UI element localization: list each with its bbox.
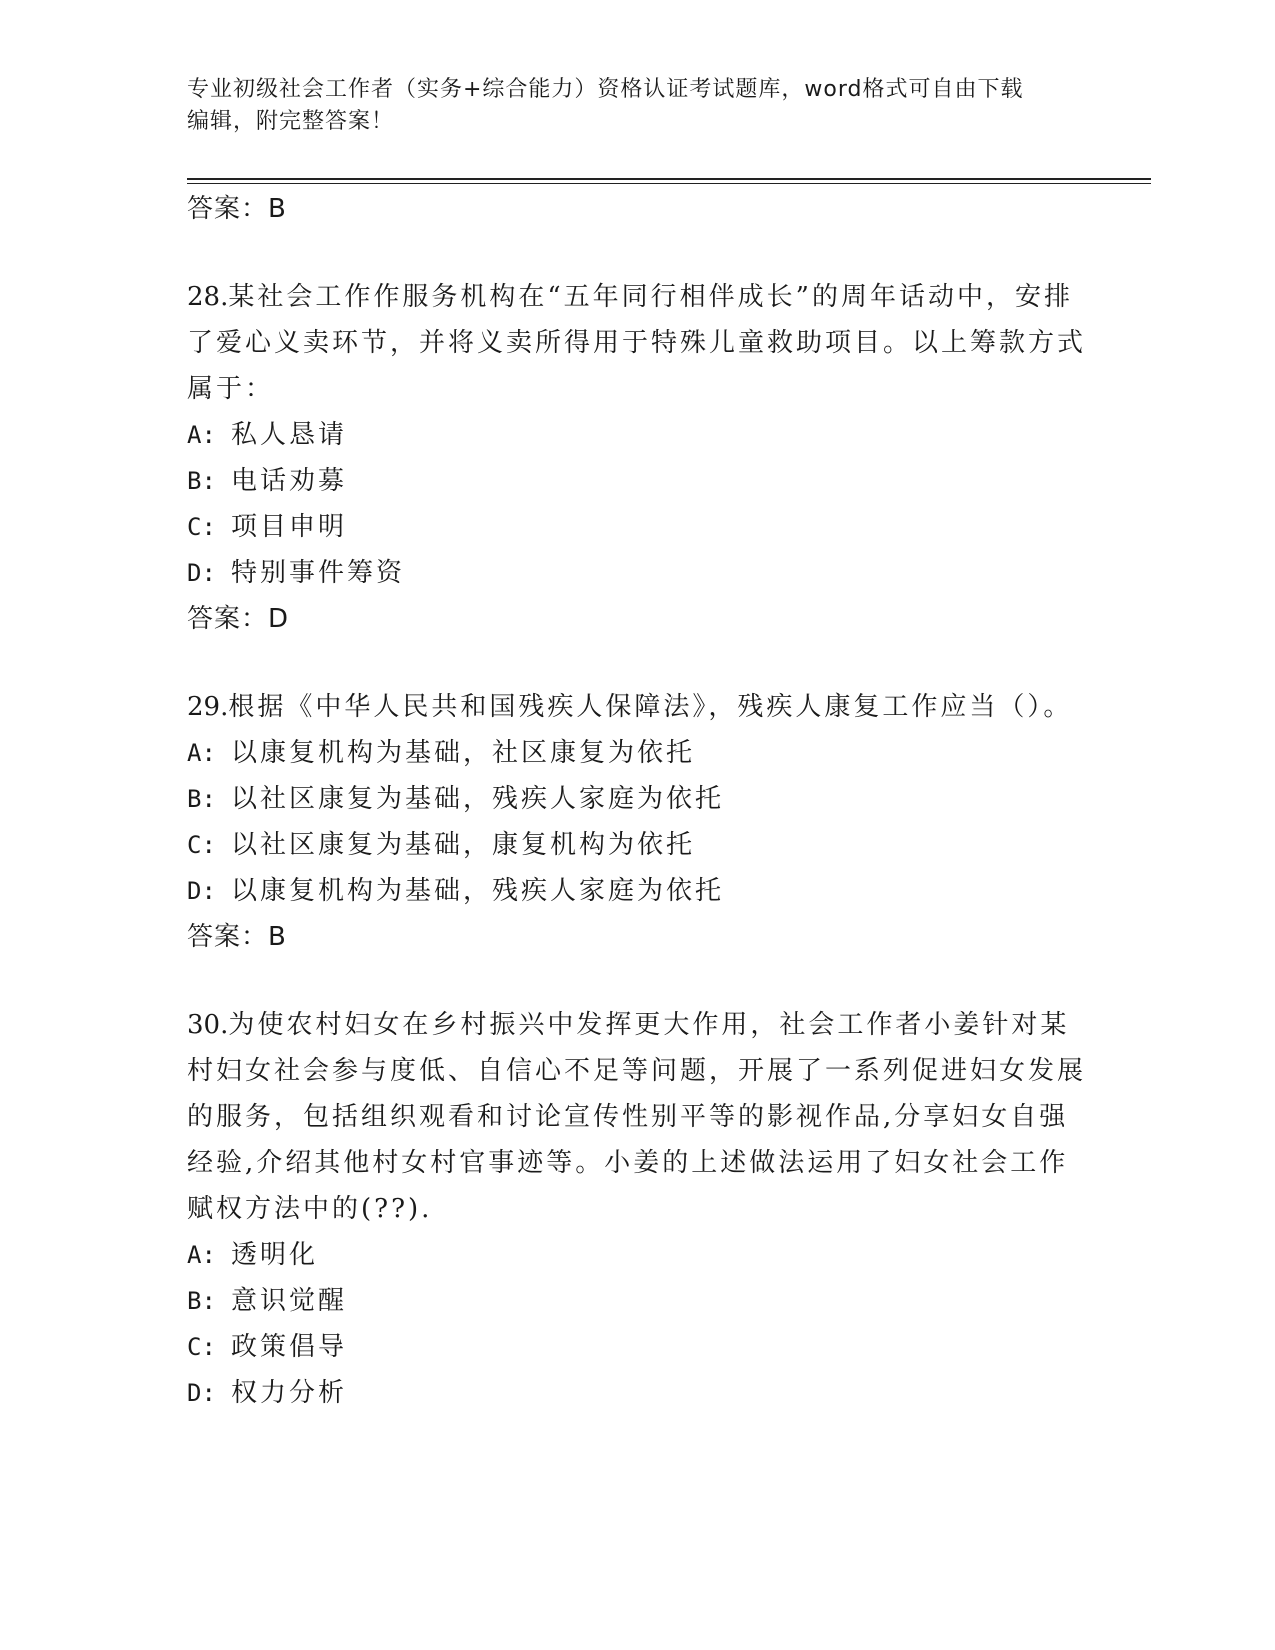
option-letter: C: xyxy=(187,831,216,859)
option-text: 透明化 xyxy=(231,1240,319,1270)
option-text: 电话劝募 xyxy=(231,466,348,496)
answer-29: 答案：B xyxy=(187,922,287,952)
option-b xyxy=(187,1278,1087,1324)
header-line-2: 编辑，附完整答案！ xyxy=(187,109,395,134)
option-letter: D: xyxy=(187,559,216,587)
question-text xyxy=(187,274,1087,412)
option-b xyxy=(187,776,1087,822)
option-letter: B: xyxy=(187,785,216,813)
option-d xyxy=(187,868,1087,914)
answer-28: 答案：D xyxy=(187,604,290,634)
question-number: 28. xyxy=(187,282,229,312)
question-body: 根据《中华人民共和国残疾人保障法》，残疾人康复工作应当（）。 xyxy=(228,692,1073,722)
option-letter: D: xyxy=(187,1379,216,1407)
option-text: 私人恳请 xyxy=(231,420,348,450)
option-text: 以社区康复为基础，残疾人家庭为依托 xyxy=(231,784,725,814)
question-28 xyxy=(187,274,1087,642)
option-text: 以社区康复为基础，康复机构为依托 xyxy=(231,830,696,860)
question-text xyxy=(187,684,1087,730)
option-a xyxy=(187,412,1087,458)
option-c xyxy=(187,504,1087,550)
option-b xyxy=(187,458,1087,504)
option-letter: C: xyxy=(187,1333,216,1361)
option-d xyxy=(187,1370,1087,1416)
option-a xyxy=(187,730,1087,776)
page-header xyxy=(187,74,1087,138)
option-text: 项目申明 xyxy=(231,512,348,542)
question-30 xyxy=(187,1002,1087,1416)
option-letter: A: xyxy=(187,1241,216,1269)
option-letter: C: xyxy=(187,513,216,541)
header-line-1: 专业初级社会工作者（实务+综合能力）资格认证考试题库，word格式可自由下载 xyxy=(187,77,1024,102)
option-text: 权力分析 xyxy=(231,1378,348,1408)
option-c xyxy=(187,822,1087,868)
option-letter: A: xyxy=(187,421,216,449)
question-body: 某社会工作作服务机构在“五年同行相伴成长”的周年话动中，安排了爱心义卖环节，并将义卖所得用于特殊儿童救助项目。以上筹款方式属于： xyxy=(187,282,1087,404)
option-letter: B: xyxy=(187,467,216,495)
header-rule-thick xyxy=(187,178,1151,180)
header-rule-thin xyxy=(187,183,1151,184)
option-c xyxy=(187,1324,1087,1370)
option-text: 政策倡导 xyxy=(231,1332,348,1362)
option-a xyxy=(187,1232,1087,1278)
question-number: 29. xyxy=(187,692,229,722)
document-body xyxy=(187,186,1087,1416)
question-29 xyxy=(187,684,1087,960)
question-body: 为使农村妇女在乡村振兴中发挥更大作用，社会工作者小姜针对某村妇女社会参与度低、自信心不足等问题，开展了一系列促进妇女发展的服务，包括组织观看和讨论宣传性别平等的影视作品,分享妇女自强经验,介绍其他村女村官事迹等。小姜的上述做法运用了妇女社会工作赋权方法中的(??). xyxy=(187,1010,1087,1224)
option-text: 特别事件筹资 xyxy=(231,558,406,588)
option-text: 以康复机构为基础，残疾人家庭为依托 xyxy=(231,876,725,906)
option-letter: A: xyxy=(187,739,216,767)
previous-answer: 答案：B xyxy=(187,194,287,224)
option-d xyxy=(187,550,1087,596)
option-letter: D: xyxy=(187,877,216,905)
option-letter: B: xyxy=(187,1287,216,1315)
option-text: 意识觉醒 xyxy=(231,1286,348,1316)
question-number: 30. xyxy=(187,1010,229,1040)
option-text: 以康复机构为基础，社区康复为依托 xyxy=(231,738,696,768)
question-text xyxy=(187,1002,1087,1232)
